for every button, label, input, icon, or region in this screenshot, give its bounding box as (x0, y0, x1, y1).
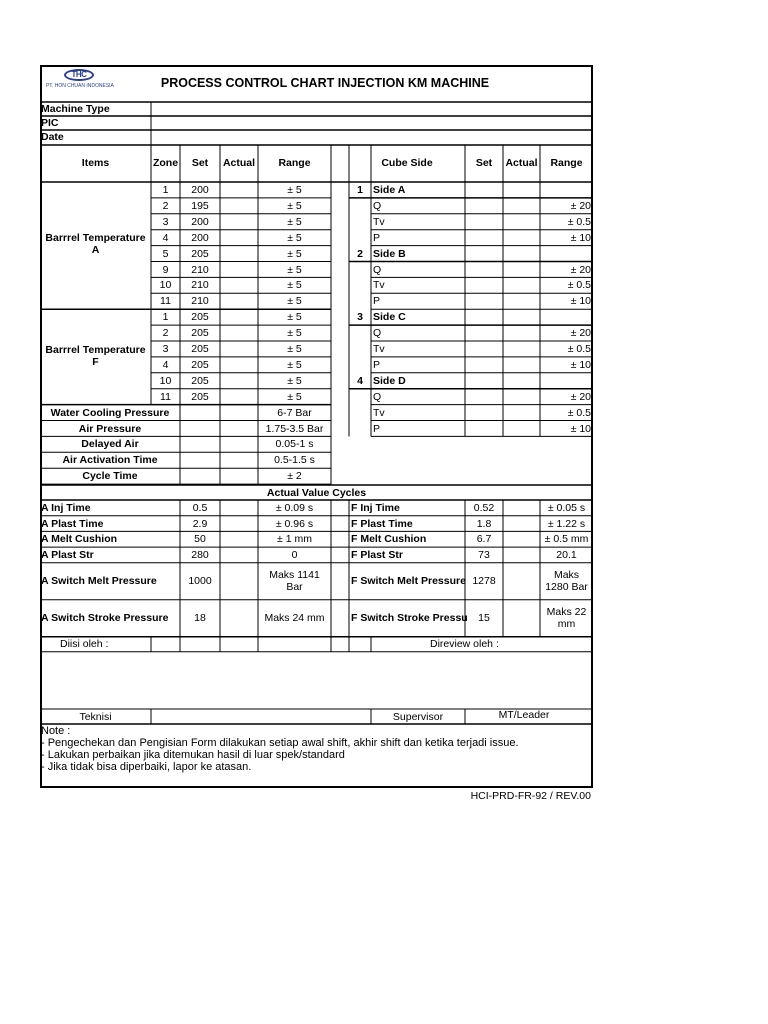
barrel-a-label: Barrrel Temperature (45, 232, 146, 244)
range-cell: ± 5 (287, 184, 302, 196)
param-range: ± 20 (570, 263, 591, 276)
side-number: 1 (357, 184, 363, 196)
param-label: F Inj Time (351, 502, 400, 514)
filled-by-label: Diisi oleh : (60, 637, 109, 650)
side-name: Side B (373, 247, 406, 260)
document-number: HCI-PRD-FR-92 / REV.00 (470, 790, 591, 802)
side-number: 4 (357, 374, 363, 387)
machine-type-label: Machine Type (41, 103, 110, 115)
set-cell: 210 (191, 263, 209, 276)
param-range: ± 20 (570, 199, 591, 212)
param-label: P (373, 422, 381, 435)
param-label: F Plast Time (351, 517, 413, 530)
set-cell: 210 (191, 279, 209, 292)
range-cell: ± 5 (287, 247, 302, 260)
col-zone: Zone (152, 157, 179, 169)
range-cell: ± 5 (287, 199, 302, 212)
param-label: Q (373, 390, 382, 403)
range-cell: 0.5-1.5 s (274, 454, 315, 467)
company-name: PT. HON CHUAN INDONESIA (46, 83, 114, 89)
zone-cell: 2 (162, 327, 169, 340)
set-cell: 210 (191, 295, 209, 308)
param-label: A Plast Str (41, 549, 94, 562)
param-label: Q (373, 263, 382, 276)
zone-cell: 10 (159, 279, 172, 292)
company-logo (44, 69, 116, 91)
side-name: Side D (373, 374, 406, 387)
set-cell: 205 (191, 343, 209, 355)
col-range-right: Range (550, 157, 583, 169)
barrel-f-label: Barrrel Temperature (45, 344, 146, 356)
param-range: ± 0.5 (567, 215, 591, 228)
set-cell: 1000 (188, 575, 212, 588)
side-number: 3 (357, 311, 363, 324)
set-cell: 200 (191, 184, 209, 196)
zone-cell: 3 (162, 215, 169, 228)
zone-cell: 1 (162, 184, 169, 196)
zone-cell: 10 (159, 374, 172, 387)
range-cell: ± 5 (287, 295, 302, 308)
range-cell: Maks (553, 569, 580, 582)
set-cell: 1.8 (476, 517, 492, 530)
param-label: F Switch Melt Pressure (351, 575, 466, 588)
logo-letters: THC (71, 70, 87, 79)
param-range: ± 20 (570, 390, 591, 403)
param-range: ± 10 (570, 231, 591, 244)
range-cell: ± 2 (287, 470, 302, 483)
param-label: Q (373, 199, 382, 212)
range-cell: Maks 24 mm (264, 612, 325, 625)
item-label: Cycle Time (82, 470, 138, 483)
notes-title: Note : (41, 725, 71, 737)
leader-label: MT/Leader (498, 709, 550, 721)
param-label: Tv (373, 406, 385, 419)
actual-value-cycles-title: Actual Value Cycles (266, 487, 367, 499)
set-cell: 205 (191, 358, 209, 371)
technician-label: Teknisi (79, 711, 112, 723)
col-set: Set (191, 157, 209, 169)
param-range: ± 10 (570, 358, 591, 371)
col-items: Items (81, 157, 110, 169)
reviewed-by-label: Direview oleh : (430, 637, 499, 650)
range-cell: ± 5 (287, 263, 302, 276)
param-label: P (373, 231, 381, 244)
range-cell: 20.1 (556, 549, 577, 562)
range-cell-line2: Bar (286, 581, 303, 594)
set-cell: 0.5 (192, 502, 208, 514)
form-title: PROCESS CONTROL CHART INJECTION KM MACHINE (160, 76, 490, 90)
col-cube-side: Cube Side (381, 157, 433, 169)
set-cell: 205 (191, 327, 209, 340)
zone-cell: 9 (162, 263, 169, 276)
set-cell: 280 (191, 549, 209, 562)
range-cell: Maks 22 (546, 606, 587, 619)
range-cell: ± 5 (287, 327, 302, 340)
range-cell: ± 5 (287, 311, 302, 324)
range-cell: ± 5 (287, 215, 302, 228)
param-label: A Inj Time (41, 502, 91, 514)
set-cell: 0.52 (473, 502, 495, 514)
col-actual-right: Actual (505, 157, 538, 169)
range-cell: 1.75-3.5 Bar (265, 422, 324, 435)
param-range: ± 10 (570, 295, 591, 308)
set-cell: 18 (194, 612, 206, 625)
zone-cell: 2 (162, 199, 169, 212)
range-cell: 0.05-1 s (275, 438, 314, 451)
param-label: A Switch Melt Pressure (41, 575, 157, 588)
set-cell: 1278 (472, 575, 496, 588)
date-label: Date (41, 131, 64, 143)
param-label: Tv (373, 343, 385, 355)
param-label: Tv (373, 279, 385, 292)
range-cell: ± 5 (287, 231, 302, 244)
set-cell: 15 (478, 612, 490, 625)
col-range: Range (278, 157, 311, 169)
set-cell: 200 (191, 215, 209, 228)
item-label: Delayed Air (81, 438, 139, 451)
range-cell: ± 0.09 s (275, 502, 314, 514)
note-line: - Lakukan perbaikan jika ditemukan hasil di luar spek/standard (41, 749, 345, 761)
param-label: F Plast Str (351, 549, 403, 562)
range-cell-line2: 1280 Bar (545, 581, 588, 594)
param-range: ± 10 (570, 422, 591, 435)
zone-cell: 1 (162, 311, 169, 324)
logo-mark (64, 69, 94, 81)
zone-cell: 11 (160, 295, 171, 308)
note-line: - Jika tidak bisa diperbaiki, lapor ke atasan. (41, 761, 252, 773)
range-cell-line2: mm (557, 618, 576, 631)
set-cell: 205 (191, 311, 209, 324)
item-label: Air Pressure (78, 422, 142, 435)
set-cell: 2.9 (192, 517, 208, 530)
param-range: ± 0.5 (567, 406, 591, 419)
param-label: Q (373, 327, 382, 340)
range-cell: Maks 1141 (269, 569, 320, 582)
set-cell: 205 (191, 374, 209, 387)
set-cell: 205 (191, 247, 209, 260)
param-range: ± 20 (570, 327, 591, 340)
range-cell: ± 5 (287, 374, 302, 387)
range-cell: ± 1 mm (277, 533, 312, 546)
item-label: Water Cooling Pressure (50, 406, 170, 419)
zone-cell: 5 (162, 247, 169, 260)
range-cell: ± 5 (287, 390, 302, 403)
set-cell: 200 (191, 231, 209, 244)
range-cell: ± 0.5 mm (544, 533, 589, 546)
item-label: Air Activation Time (62, 454, 158, 467)
zone-cell: 11 (160, 390, 171, 403)
set-cell: 195 (191, 199, 209, 212)
param-label: P (373, 358, 381, 371)
note-line: - Pengechekan dan Pengisian Form dilakukan setiap awal shift, akhir shift dan ketika terjadi issue. (41, 737, 519, 749)
side-name: Side C (373, 311, 406, 324)
range-cell: ± 5 (287, 358, 302, 371)
param-range: ± 0.5 (567, 343, 591, 355)
range-cell: ± 5 (287, 279, 302, 292)
range-cell: ± 5 (287, 343, 302, 355)
param-label: Tv (373, 215, 385, 228)
pic-label: PIC (41, 117, 59, 129)
set-cell: 73 (478, 549, 490, 562)
col-set-right: Set (475, 157, 493, 169)
range-cell: ± 1.22 s (547, 517, 586, 530)
param-label: A Melt Cushion (41, 533, 118, 546)
range-cell: ± 0.05 s (547, 502, 586, 514)
range-cell: 6-7 Bar (277, 406, 312, 419)
param-label: A Plast Time (41, 517, 104, 530)
set-cell: 205 (191, 390, 209, 403)
barrel-a-label-suffix: A (91, 244, 100, 256)
zone-cell: 4 (162, 358, 169, 371)
param-label: F Melt Cushion (351, 533, 427, 546)
param-range: ± 0.5 (567, 279, 591, 292)
barrel-f-label-suffix: F (92, 356, 99, 368)
set-cell: 6.7 (476, 533, 492, 546)
param-label: F Switch Stroke Pressu (351, 612, 468, 625)
col-actual: Actual (222, 157, 256, 169)
zone-cell: 3 (162, 343, 169, 355)
range-cell: 0 (291, 549, 298, 562)
range-cell: ± 0.96 s (275, 517, 314, 530)
set-cell: 50 (194, 533, 206, 546)
side-name: Side A (373, 184, 406, 196)
zone-cell: 4 (162, 231, 169, 244)
supervisor-label: Supervisor (392, 711, 444, 723)
param-label: P (373, 295, 381, 308)
side-number: 2 (357, 247, 363, 260)
param-label: A Switch Stroke Pressure (41, 612, 169, 625)
